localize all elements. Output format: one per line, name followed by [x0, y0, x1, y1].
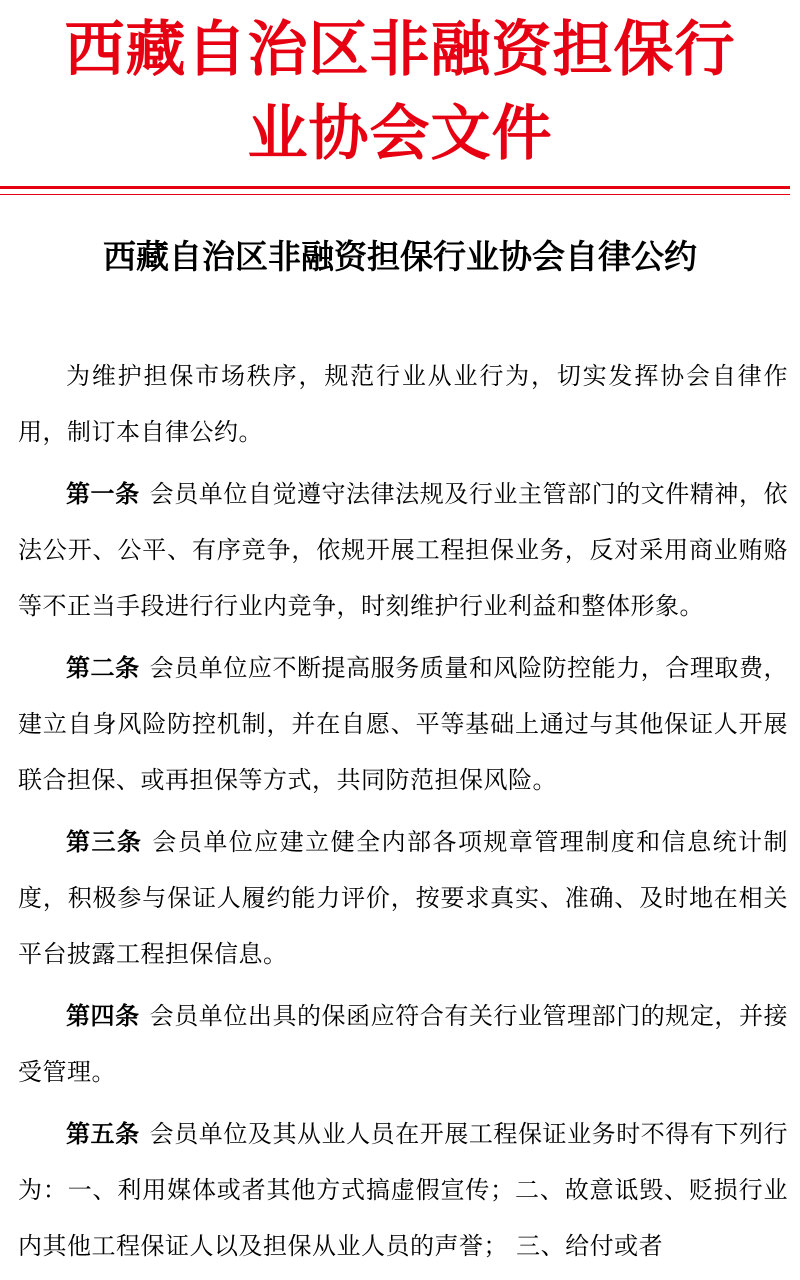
article-paragraph	[18, 814, 788, 982]
article-label: 第五条	[66, 1120, 140, 1148]
article-label: 第四条	[66, 1002, 140, 1030]
article-paragraph	[18, 466, 788, 634]
article-text: 会员单位应建立健全内部各项规章管理制度和信息统计制度，积极参与保证人履约能力评价，按要求真实、准确、及时地在相关平台披露工程担保信息。	[18, 828, 788, 968]
document-body	[18, 348, 788, 1280]
preamble-paragraph: 为维护担保市场秩序，规范行业从业行为，切实发挥协会自律作用，制订本自律公约。	[18, 362, 788, 446]
header-divider-thin	[0, 194, 790, 195]
issuer-title-line1: 西藏自治区非融资担保行	[64, 15, 736, 85]
article-label: 第二条	[66, 654, 140, 682]
article-label: 第三条	[66, 828, 143, 856]
article-paragraph	[18, 1106, 788, 1274]
article-paragraph	[18, 988, 788, 1100]
issuer-title-line2: 业协会文件	[247, 99, 553, 169]
document-header	[0, 0, 800, 176]
article-label: 第一条	[66, 480, 140, 508]
article-text: 会员单位自觉遵守法律法规及行业主管部门的文件精神，依法公开、公平、有序竞争，依规开展工程担保业务，反对采用商业贿赂等不正当手段进行行业内竞争，时刻维护行业利益和整体形象。	[18, 480, 789, 620]
article-text: 会员单位出具的保函应符合有关行业管理部门的规定，并接受管理。	[18, 1002, 789, 1086]
article-text: 会员单位及其从业人员在开展工程保证业务时不得有下列行为：一、利用媒体或者其他方式搞虚假宣传；二、故意诋毁、贬损行业内其他工程保证人以及担保从业人员的声誉； 三、给付或者	[18, 1120, 789, 1260]
header-divider-thick	[0, 186, 790, 189]
article-paragraph	[18, 640, 788, 808]
document-title: 西藏自治区非融资担保行业协会自律公约	[103, 237, 697, 276]
issuer-title	[0, 0, 800, 176]
article-text: 会员单位应不断提高服务质量和风险防控能力，合理取费，建立自身风险防控机制，并在自愿、平等基础上通过与其他保证人开展联合担保、或再担保等方式，共同防范担保风险。	[18, 654, 789, 794]
